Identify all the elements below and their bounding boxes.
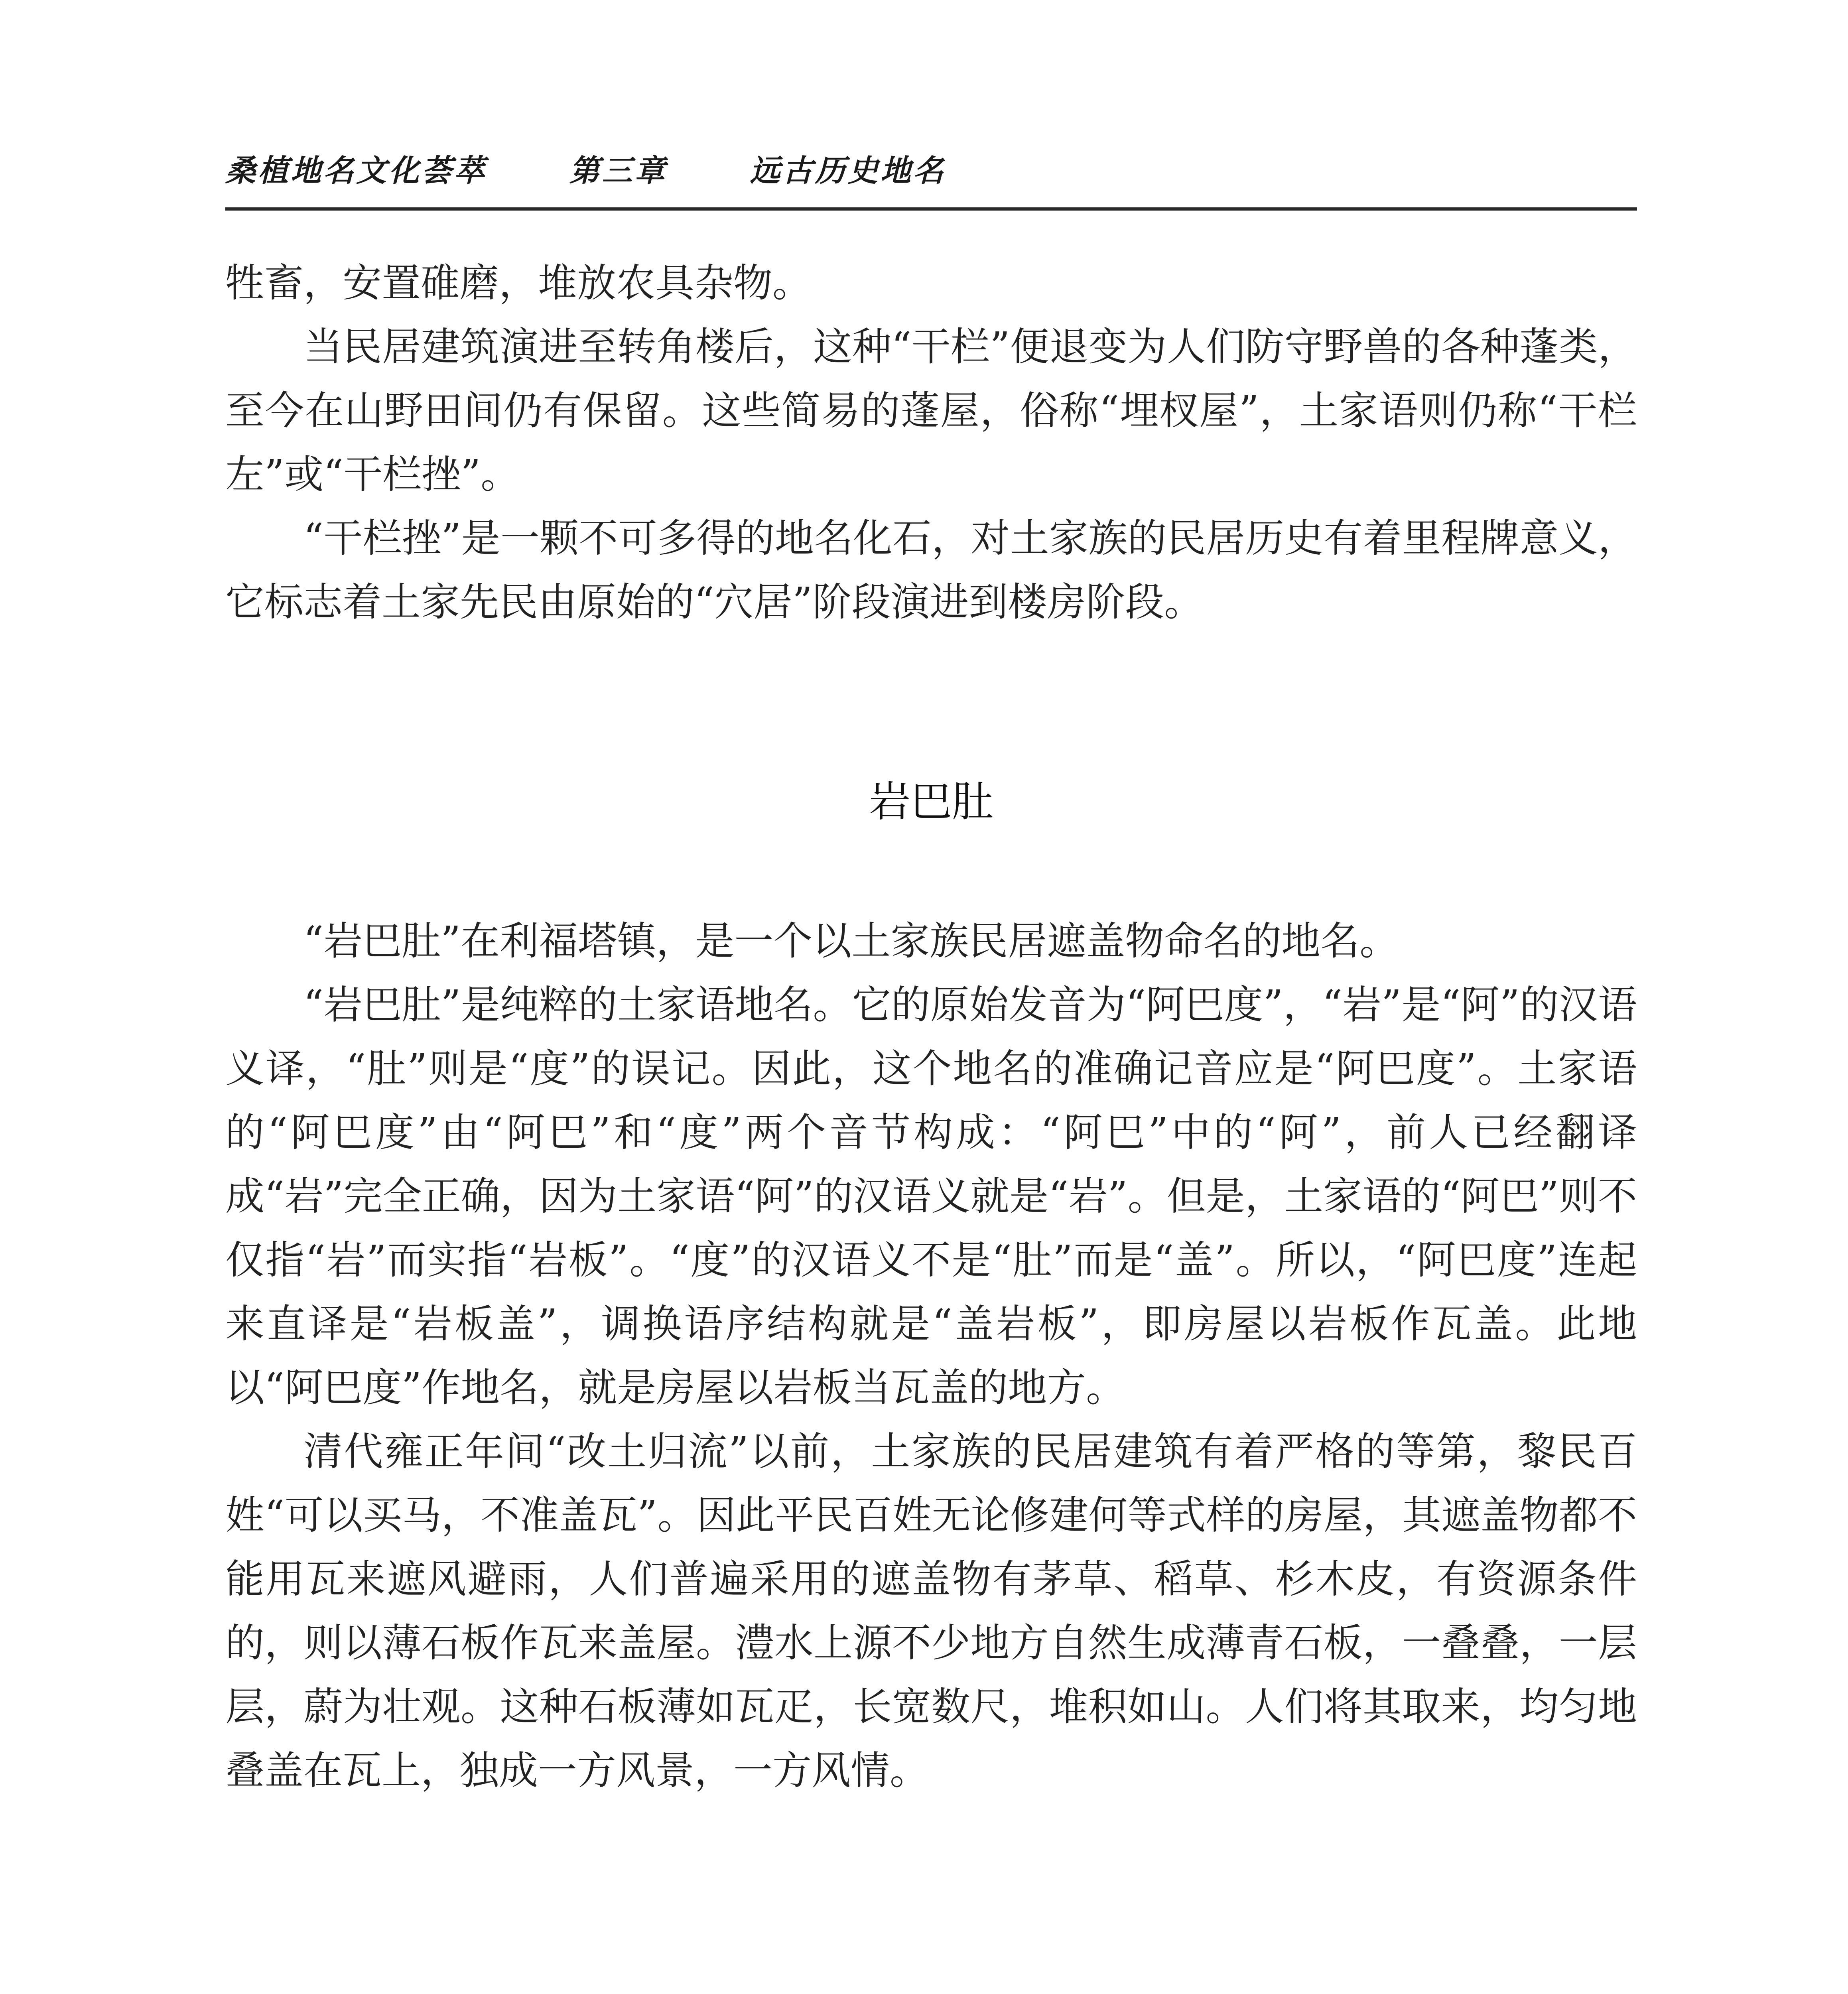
paragraph: “干栏挫”是一颗不可多得的地名化石，对土家族的民居历史有着里程牌意义，它标志着土家先民由原始的“穴居”阶段演进到楼房阶段。	[225, 516, 1637, 625]
section-title: 岩巴肚	[869, 777, 993, 826]
paragraph: 当民居建筑演进至转角楼后，这种“干栏”便退变为人们防守野兽的各种蓬类，至今在山野田间仍有保留。这些简易的蓬屋，俗称“埋杈屋”，土家语则仍称“干栏左”或“干栏挫”。	[225, 324, 1637, 497]
header-chapter-title: 远古历史地名	[749, 153, 946, 188]
header-book-title: 桑植地名文化荟萃	[225, 153, 487, 188]
header-chapter-number: 第三章	[569, 153, 668, 188]
paragraph: 清代雍正年间“改土归流”以前，土家族的民居建筑有着严格的等第，黎民百姓“可以买马，不准盖瓦”。因此平民百姓无论修建何等式样的房屋，其遮盖物都不能用瓦来遮风避雨，人们普遍采用的遮盖物有茅草、稻草、杉木皮，有资源条件的，则以薄石板作瓦来盖屋。澧水上源不少地方自然生成薄青石板，一叠叠，一层层，蔚为壮观。这种石板薄如瓦疋，长宽数尺，堆积如山。人们将其取来，均匀地叠盖在瓦上，独成一方风景，一方风情。	[225, 1429, 1637, 1793]
paragraph-continued: 牲畜，安置碓磨，堆放农具杂物。	[225, 260, 812, 306]
intro-text-block	[225, 251, 1637, 634]
header-divider	[225, 207, 1637, 211]
paragraph: “岩巴肚”在利福塔镇，是一个以土家族民居遮盖物命名的地名。	[303, 918, 1399, 964]
running-header	[225, 147, 1637, 195]
paragraph: “岩巴肚”是纯粹的土家语地名。它的原始发音为“阿巴度”，“岩”是“阿”的汉语义译，“肚”则是“度”的误记。因此，这个地名的准确记音应是“阿巴度”。土家语的“阿巴度”由“阿巴”和“度”两个音节构成：“阿巴”中的“阿”，前人已经翻译成“岩”完全正确，因为土家语“阿”的汉语义就是“岩”。但是，土家语的“阿巴”则不仅指“岩”而实指“岩板”。“度”的汉语义不是“肚”而是“盖”。所以，“阿巴度”连起来直译是“岩板盖”，调换语序结构就是“盖岩板”，即房屋以岩板作瓦盖。此地以“阿巴度”作地名，就是房屋以岩板当瓦盖的地方。	[225, 982, 1637, 1411]
section-text-block	[225, 909, 1637, 1803]
